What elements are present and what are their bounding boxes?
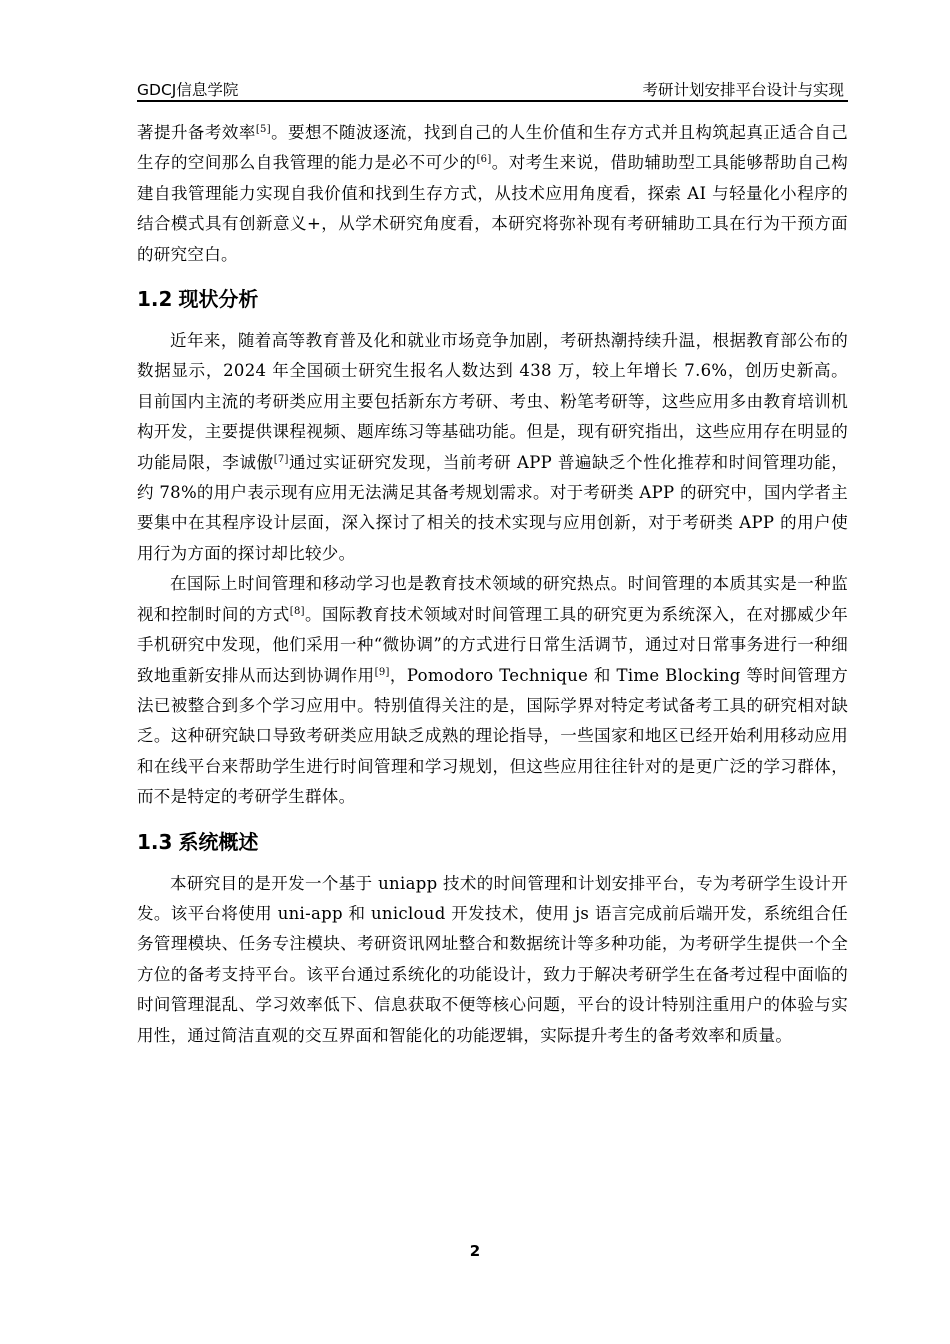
citation-ref: [9] xyxy=(374,666,390,678)
text-span: 。要想不随波逐流，找到自己的人生价值和生存方式并且构筑起真正适合自己生存的空间那么自我管理的能力是必不可少的 xyxy=(137,123,849,173)
body-text xyxy=(137,118,848,1051)
header-thesis-title: 考研计划安排平台设计与实现 xyxy=(642,81,844,99)
text-span: 。国际教育技术领域对时间管理工具的研究更为系统深入，在对挪威少年手机研究中发现，他们采用一种“微协调”的方式进行日常生活调节，通过对日常事务进行一种细致地重新安排从而达到协调作用 xyxy=(137,604,848,685)
running-header xyxy=(137,76,848,102)
paragraph: 本研究目的是开发一个基于 uniapp 技术的时间管理和计划安排平台，专为考研学生设计开发。该平台将使用 uni-app 和 unicloud 开发技术，使用 js 语言完成前后端开发，系统组合任务管理模块、任务专注模块、考研资讯网址整合和数据统计等多种功能，为考研学生提供一个全方位的备考支持平台。该平台通过系统化的功能设计，致力于解决考研学生在备考过程中面临的时间管理混乱、学习效率低下、信息获取不便等核心问题，平台的设计特别注重用户的体验与实用性，通过简洁直观的交互界面和智能化的功能逻辑，实际提升考生的备考效率和质量。 xyxy=(137,873,848,1045)
page-number: 2 xyxy=(469,1242,481,1260)
intro-paragraph xyxy=(137,118,848,270)
section-title: 现状分析 xyxy=(178,287,259,312)
citation-ref: [5] xyxy=(255,124,271,135)
text-span: 在国际上时间管理和移动学习也是教育技术领域的研究热点。时间管理的本质其实是一种监视和控制时间的方式 xyxy=(137,574,848,624)
header-institution: GDCJ信息学院 xyxy=(137,81,239,99)
text-span: 著提升备考效率 xyxy=(137,123,256,142)
paragraph xyxy=(137,569,848,812)
text-span: ，Pomodoro Technique 和 Time Blocking 等时间管理方法已被整合到多个学习应用中。特别值得关注的是，国际学界对特定考试备考工具的研究相对缺乏。这种研究缺口导致考研类应用缺乏成熟的理论指导，一些国家和地区已经开始利用移动应用和在线平台来帮助学生进行时间管理和学习规划，但这些应用往往针对的是更广泛的学习群体，而不是特定的考研学生群体。 xyxy=(137,665,848,807)
section-heading-1-3 xyxy=(137,827,848,857)
section-number: 1.2 xyxy=(137,287,173,312)
section-heading-1-2 xyxy=(137,284,848,314)
citation-ref: [8] xyxy=(289,605,305,617)
text-span: 。对考生来说，借助辅助型工具能够帮助自己构建自我管理能力实现自我价值和找到生存方式，从技术应用角度看，探索 AI 与轻量化小程序的结合模式具有创新意义+，从学术研究角度看，本研究将弥补现有考研辅助工具在行为干预方面的研究空白。 xyxy=(137,153,848,264)
citation-ref: [6] xyxy=(476,154,492,166)
text-span: 近年来，随着高等教育普及化和就业市场竞争加剧，考研热潮持续升温，根据教育部公布的数据显示，2024 年全国硕士研究生报名人数达到 438 万，较上年增长 7.6%，创历史新高。目前国内主流的考研类应用主要包括新东方考研、考虫、粉笔考研等，这些应用多由教育培训机构开发，主要提供课程视频、题库练习等基础功能。但是，现有研究指出，这些应用存在明显的功能局限，李诚傲 xyxy=(137,331,848,472)
paragraph xyxy=(137,326,848,569)
citation-ref: [7] xyxy=(273,453,289,465)
section-title: 系统概述 xyxy=(178,829,259,854)
text-span: 通过实证研究发现，当前考研 APP 普遍缺乏个性化推荐和时间管理功能，约 78%的用户表示现有应用无法满足其备考规划需求。对于考研类 APP 的研究中，国内学者主要集中在其程序设计层面，深入探讨了相关的技术实现与应用创新，对于考研类 APP 的用户使用行为方面的探讨却比较少。 xyxy=(137,452,848,563)
section-number: 1.3 xyxy=(137,829,173,854)
